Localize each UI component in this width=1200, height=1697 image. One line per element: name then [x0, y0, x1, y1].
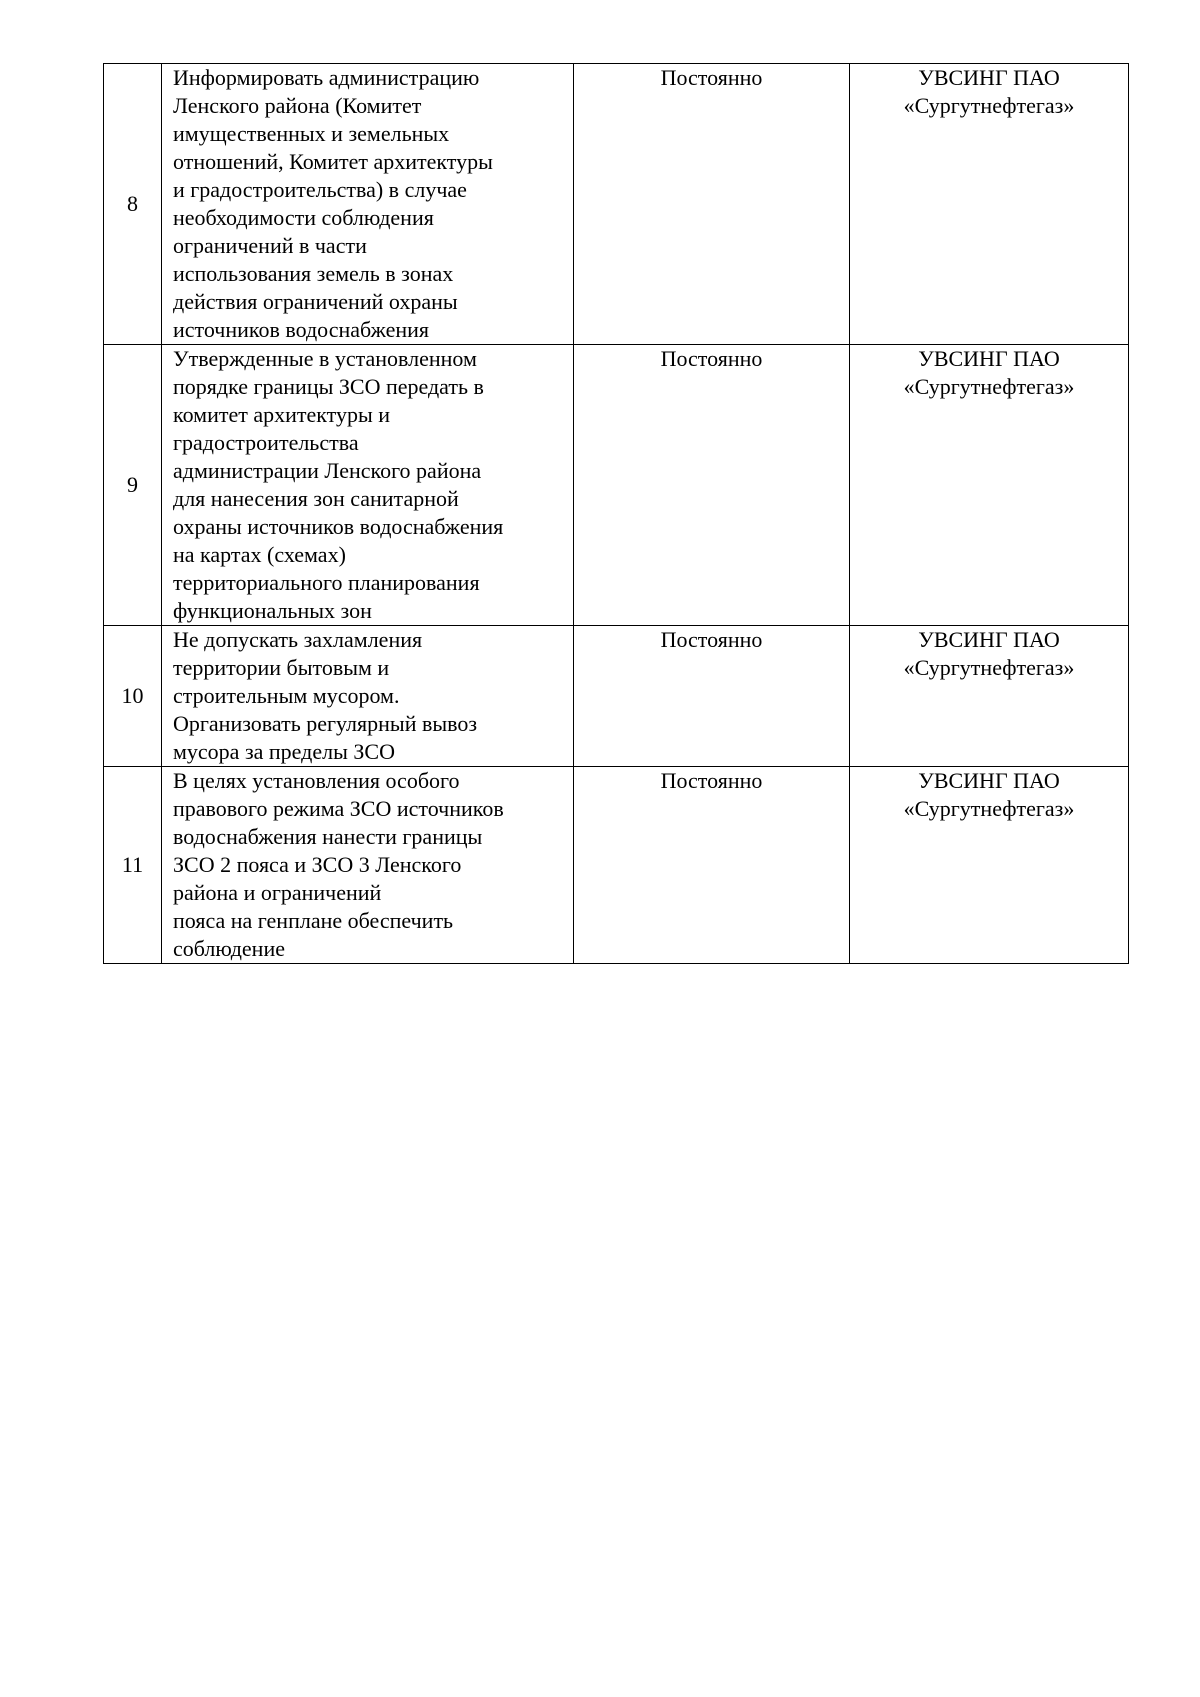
responsible-line: УВСИНГ ПАО — [918, 346, 1060, 371]
description-line: В целях установления особого — [173, 768, 460, 793]
description-line: необходимости соблюдения — [173, 205, 434, 230]
description-line: территориального планирования — [173, 570, 480, 595]
row-description — [162, 626, 574, 767]
row-number: 10 — [104, 626, 162, 767]
responsible-line: УВСИНГ ПАО — [918, 768, 1060, 793]
description-line: Ленского района (Комитет — [173, 93, 422, 118]
description-line: Организовать регулярный вывоз — [173, 711, 478, 736]
description-line: ЗСО 2 пояса и ЗСО 3 Ленского — [173, 852, 462, 877]
row-responsible — [850, 767, 1129, 964]
description-line: отношений, Комитет архитектуры — [173, 149, 493, 174]
responsible-line: «Сургутнефтегаз» — [903, 655, 1075, 680]
responsible-line: «Сургутнефтегаз» — [903, 796, 1075, 821]
description-line: градостроительства — [173, 430, 359, 455]
description-line: водоснабжения нанести границы — [173, 824, 483, 849]
description-line: мусора за пределы ЗСО — [173, 739, 395, 764]
responsible-line: «Сургутнефтегаз» — [903, 93, 1075, 118]
term-text: Постоянно — [660, 65, 763, 90]
row-number: 11 — [104, 767, 162, 964]
table-row — [104, 767, 1129, 964]
description-line: и градостроительства) в случае — [173, 177, 467, 202]
description-line: Информировать администрацию — [173, 65, 480, 90]
measures-table — [103, 63, 1129, 964]
term-text: Постоянно — [660, 768, 763, 793]
description-line: района и ограничений — [173, 880, 382, 905]
description-line: строительным мусором. — [173, 683, 400, 708]
responsible-line: «Сургутнефтегаз» — [903, 374, 1075, 399]
description-line: имущественных и земельных — [173, 121, 450, 146]
row-responsible — [850, 345, 1129, 626]
row-term — [574, 626, 850, 767]
row-term — [574, 345, 850, 626]
description-line: Не допускать захламления — [173, 627, 423, 652]
description-line: функциональных зон — [173, 598, 372, 623]
description-line: правового режима ЗСО источников — [173, 796, 504, 821]
description-line: охраны источников водоснабжения — [173, 514, 504, 539]
row-responsible — [850, 64, 1129, 345]
term-text: Постоянно — [660, 627, 763, 652]
description-line: для нанесения зон санитарной — [173, 486, 459, 511]
row-term — [574, 767, 850, 964]
row-description — [162, 767, 574, 964]
responsible-line: УВСИНГ ПАО — [918, 65, 1060, 90]
description-line: Утвержденные в установленном — [173, 346, 477, 371]
term-text: Постоянно — [660, 346, 763, 371]
table-row — [104, 64, 1129, 345]
description-line: пояса на генплане обеспечить — [173, 908, 454, 933]
description-line: комитет архитектуры и — [173, 402, 391, 427]
responsible-line: УВСИНГ ПАО — [918, 627, 1060, 652]
row-description — [162, 64, 574, 345]
description-line: использования земель в зонах — [173, 261, 454, 286]
row-responsible — [850, 626, 1129, 767]
description-line: соблюдение — [173, 936, 285, 961]
description-line: на картах (схемах) — [173, 542, 346, 567]
row-description — [162, 345, 574, 626]
row-number: 8 — [104, 64, 162, 345]
description-line: территории бытовым и — [173, 655, 390, 680]
description-line: ограничений в части — [173, 233, 367, 258]
description-line: действия ограничений охраны — [173, 289, 458, 314]
row-term — [574, 64, 850, 345]
description-line: порядке границы ЗСО передать в — [173, 374, 484, 399]
table-row — [104, 626, 1129, 767]
row-number: 9 — [104, 345, 162, 626]
description-line: администрации Ленского района — [173, 458, 482, 483]
table-row — [104, 345, 1129, 626]
description-line: источников водоснабжения — [173, 317, 429, 342]
